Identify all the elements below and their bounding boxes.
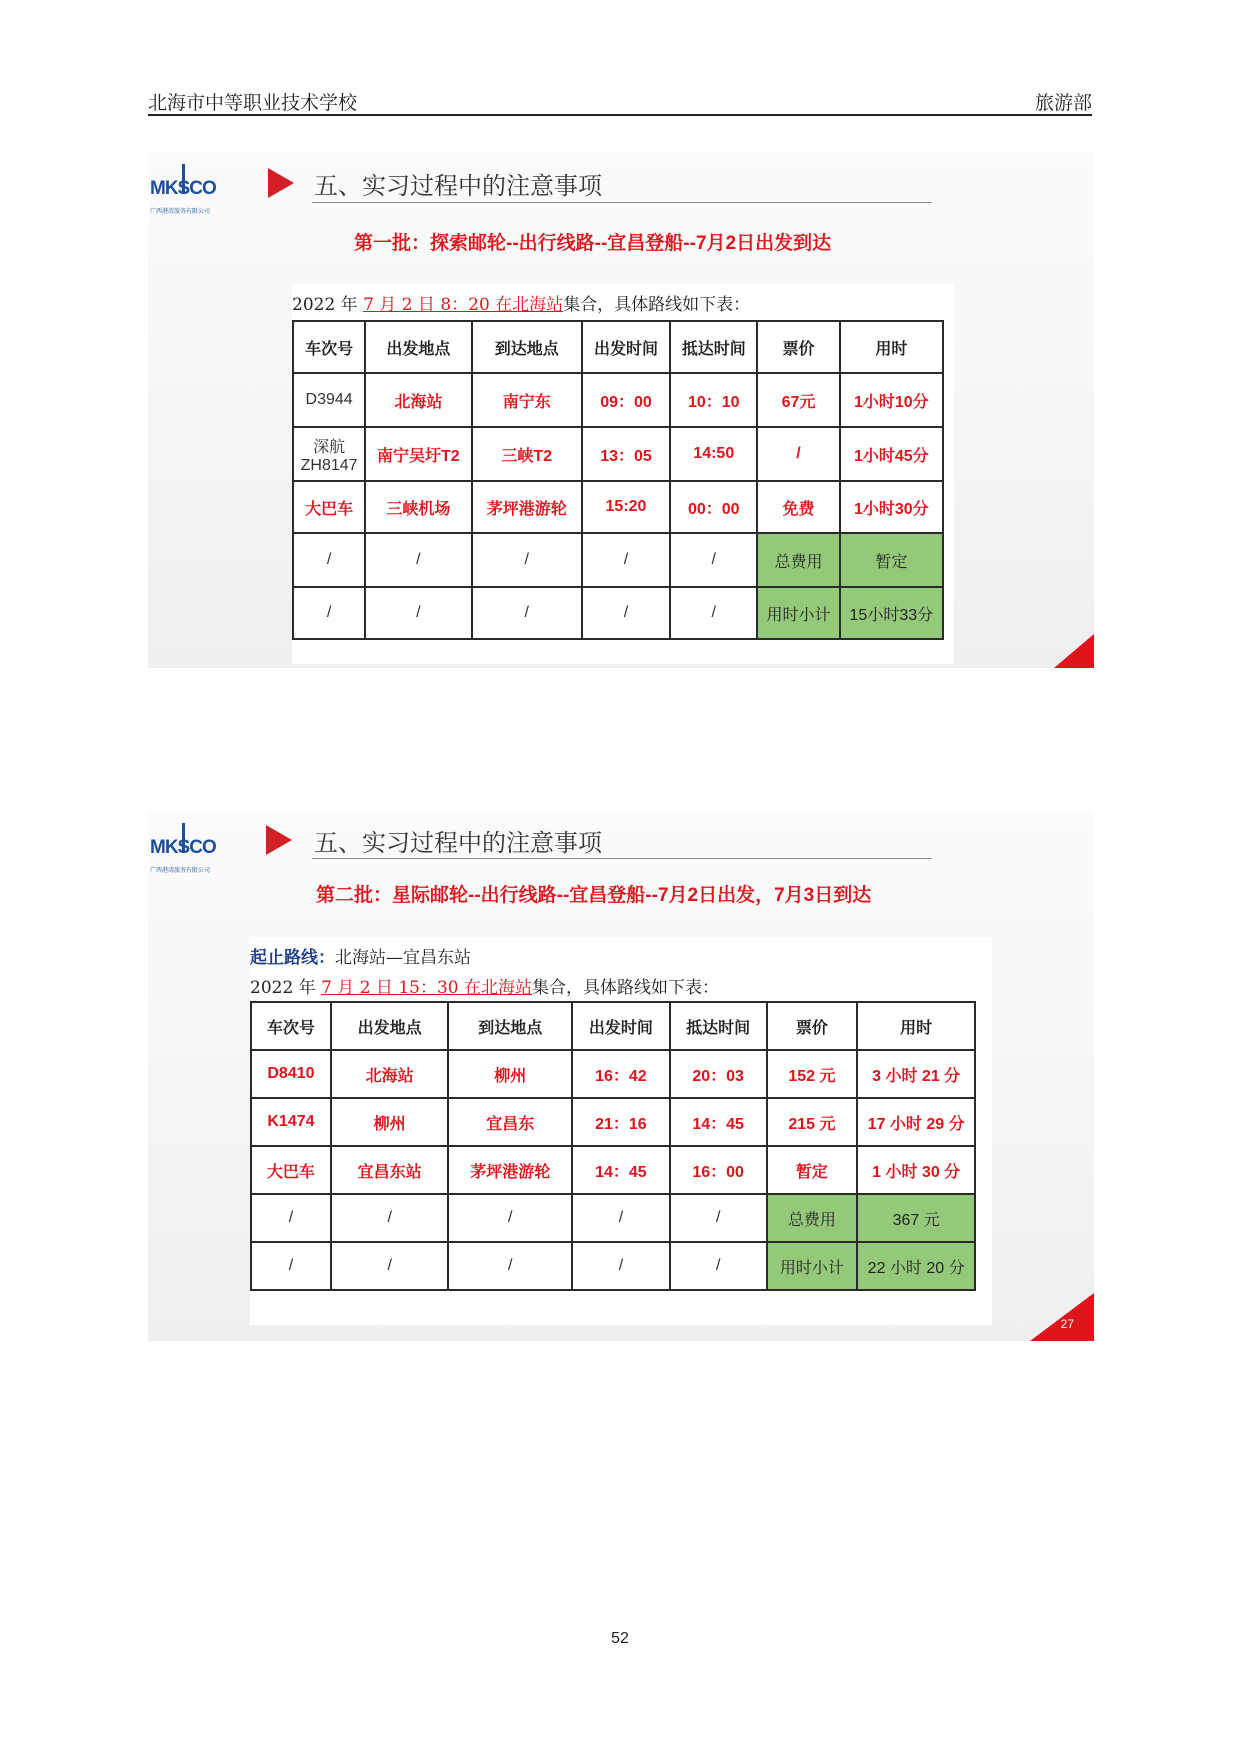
table-cell: 宜昌东 <box>448 1098 572 1146</box>
route-note <box>250 943 471 968</box>
total-cost-label: 总费用 <box>767 1194 858 1242</box>
company-logo <box>150 823 226 879</box>
time-subtotal-label: 用时小计 <box>757 587 839 639</box>
triangle-bullet-icon <box>268 168 294 198</box>
table-cell: 北海站 <box>331 1050 449 1098</box>
header-cell: 出发时间 <box>572 1002 670 1050</box>
header-cell: 票价 <box>757 321 839 373</box>
table-row <box>293 587 943 639</box>
table-cell: / <box>670 587 757 639</box>
header-rule <box>148 114 1092 116</box>
table-cell: / <box>582 533 670 587</box>
time-subtotal-label: 用时小计 <box>767 1242 858 1290</box>
table-cell: 15:20 <box>582 481 670 533</box>
table-cell: 16：00 <box>670 1146 767 1194</box>
table-cell: / <box>472 587 582 639</box>
meeting-suffix: 集合，具体路线如下表： <box>563 295 751 315</box>
table-cell: 17 小时 29 分 <box>857 1098 975 1146</box>
table-cell: 00：00 <box>670 481 757 533</box>
table-cell: 09：00 <box>582 373 670 427</box>
header-cell: 用时 <box>840 321 943 373</box>
table-row <box>293 427 943 481</box>
header-cell: 出发地点 <box>365 321 471 373</box>
table-cell: / <box>572 1242 670 1290</box>
meeting-note <box>292 290 750 315</box>
table-cell: 1 小时 30 分 <box>857 1146 975 1194</box>
total-cost-value: 暂定 <box>840 533 943 587</box>
table-row <box>251 1050 975 1098</box>
title-underline <box>312 858 932 859</box>
schedule-panel <box>250 937 992 1325</box>
table-row <box>251 1146 975 1194</box>
table-cell: / <box>293 533 365 587</box>
header-cell: 出发时间 <box>582 321 670 373</box>
table-cell: 免费 <box>757 481 839 533</box>
total-cost-value: 367 元 <box>857 1194 975 1242</box>
table-cell: 柳州 <box>331 1098 449 1146</box>
meeting-time-place: 7 月 2 日 8：20 在北海站 <box>363 295 564 315</box>
table-cell: / <box>670 533 757 587</box>
table-cell: 13：05 <box>582 427 670 481</box>
table-cell: 16：42 <box>572 1050 670 1098</box>
schedule-table <box>250 1001 976 1291</box>
logo-subtitle: 广西港湾旅务有限公司 <box>150 868 211 874</box>
meeting-time-place: 7 月 2 日 15：30 在北海站 <box>321 978 532 998</box>
table-row <box>293 373 943 427</box>
table-cell: / <box>670 1194 767 1242</box>
table-cell: D8410 <box>251 1050 331 1098</box>
table-cell: 10：10 <box>670 373 757 427</box>
table-cell: 大巴车 <box>251 1146 331 1194</box>
table-cell: 67元 <box>757 373 839 427</box>
table-cell: 14:50 <box>670 427 757 481</box>
header-cell: 抵达时间 <box>670 321 757 373</box>
table-cell: 茅坪港游轮 <box>448 1146 572 1194</box>
table-cell: / <box>448 1194 572 1242</box>
table-cell: / <box>670 1242 767 1290</box>
title-underline <box>312 202 932 203</box>
table-row <box>251 1194 975 1242</box>
logo-mark: MKSCO <box>150 178 216 199</box>
page-number: 52 <box>611 1630 629 1647</box>
table-header-row <box>251 1002 975 1050</box>
table-cell: / <box>251 1242 331 1290</box>
logo-subtitle: 广西港湾旅务有限公司 <box>150 209 211 215</box>
table-cell: 北海站 <box>365 373 471 427</box>
table-cell: 大巴车 <box>293 481 365 533</box>
slide-title: 五、实习过程中的注意事项 <box>314 830 602 857</box>
table-cell: 152 元 <box>767 1050 858 1098</box>
company-logo <box>150 164 226 220</box>
table-cell: 215 元 <box>767 1098 858 1146</box>
table-cell: 20：03 <box>670 1050 767 1098</box>
table-cell: 14：45 <box>572 1146 670 1194</box>
table-cell: / <box>582 587 670 639</box>
table-cell: / <box>757 427 839 481</box>
slide-title: 五、实习过程中的注意事项 <box>314 173 602 200</box>
header-cell: 到达地点 <box>472 321 582 373</box>
meeting-suffix: 集合，具体路线如下表： <box>532 978 719 998</box>
table-cell: 三峡T2 <box>472 427 582 481</box>
meeting-year: 2022 年 <box>250 978 322 998</box>
header-cell: 车次号 <box>293 321 365 373</box>
time-subtotal-value: 15小时33分 <box>840 587 943 639</box>
table-cell: K1474 <box>251 1098 331 1146</box>
slide-batch-2 <box>148 811 1094 1341</box>
corner-decoration <box>1054 634 1094 668</box>
header-cell: 票价 <box>767 1002 858 1050</box>
table-cell: 宜昌东站 <box>331 1146 449 1194</box>
table-row <box>251 1098 975 1146</box>
table-cell: 三峡机场 <box>365 481 471 533</box>
batch-heading: 第二批：星际邮轮--出行线路--宜昌登船--7月2日出发，7月3日到达 <box>316 885 872 906</box>
table-cell: 3 小时 21 分 <box>857 1050 975 1098</box>
table-header-row <box>293 321 943 373</box>
triangle-bullet-icon <box>266 825 292 855</box>
table-cell: 柳州 <box>448 1050 572 1098</box>
total-cost-label: 总费用 <box>757 533 839 587</box>
table-cell: / <box>448 1242 572 1290</box>
header-cell: 用时 <box>857 1002 975 1050</box>
schedule-panel <box>292 284 954 664</box>
table-cell: 暂定 <box>767 1146 858 1194</box>
table-cell: / <box>572 1194 670 1242</box>
batch-heading: 第一批：探索邮轮--出行线路--宜昌登船--7月2日出发到达 <box>354 233 832 254</box>
table-cell: 14：45 <box>670 1098 767 1146</box>
table-cell: 21：16 <box>572 1098 670 1146</box>
table-cell: / <box>331 1194 449 1242</box>
header-cell: 出发地点 <box>331 1002 449 1050</box>
header-department: 旅游部 <box>1034 92 1092 114</box>
table-row <box>251 1242 975 1290</box>
time-subtotal-value: 22 小时 20 分 <box>857 1242 975 1290</box>
table-row <box>293 481 943 533</box>
table-cell: / <box>472 533 582 587</box>
table-row <box>293 533 943 587</box>
table-cell: / <box>251 1194 331 1242</box>
table-cell: 1小时45分 <box>840 427 943 481</box>
meeting-year: 2022 年 <box>292 295 364 315</box>
table-cell: D3944 <box>293 373 365 427</box>
header-cell: 抵达时间 <box>670 1002 767 1050</box>
table-cell: / <box>293 587 365 639</box>
table-cell: 南宁东 <box>472 373 582 427</box>
table-cell: 深航 ZH8147 <box>293 427 365 481</box>
header-school: 北海市中等职业技术学校 <box>148 92 358 114</box>
header-cell: 车次号 <box>251 1002 331 1050</box>
table-cell: 茅坪港游轮 <box>472 481 582 533</box>
meeting-note <box>250 973 719 998</box>
slide-number: 27 <box>1060 1317 1074 1331</box>
table-cell: 1小时30分 <box>840 481 943 533</box>
route-value: 北海站—宜昌东站 <box>335 948 471 968</box>
table-cell: 1小时10分 <box>840 373 943 427</box>
table-cell: / <box>365 587 471 639</box>
header-cell: 到达地点 <box>448 1002 572 1050</box>
logo-mark: MKSCO <box>150 837 216 858</box>
table-cell: / <box>365 533 471 587</box>
table-cell: 南宁吴圩T2 <box>365 427 471 481</box>
route-label: 起止路线： <box>250 948 335 968</box>
slide-batch-1 <box>148 152 1094 668</box>
table-cell: / <box>331 1242 449 1290</box>
schedule-table <box>292 320 944 640</box>
